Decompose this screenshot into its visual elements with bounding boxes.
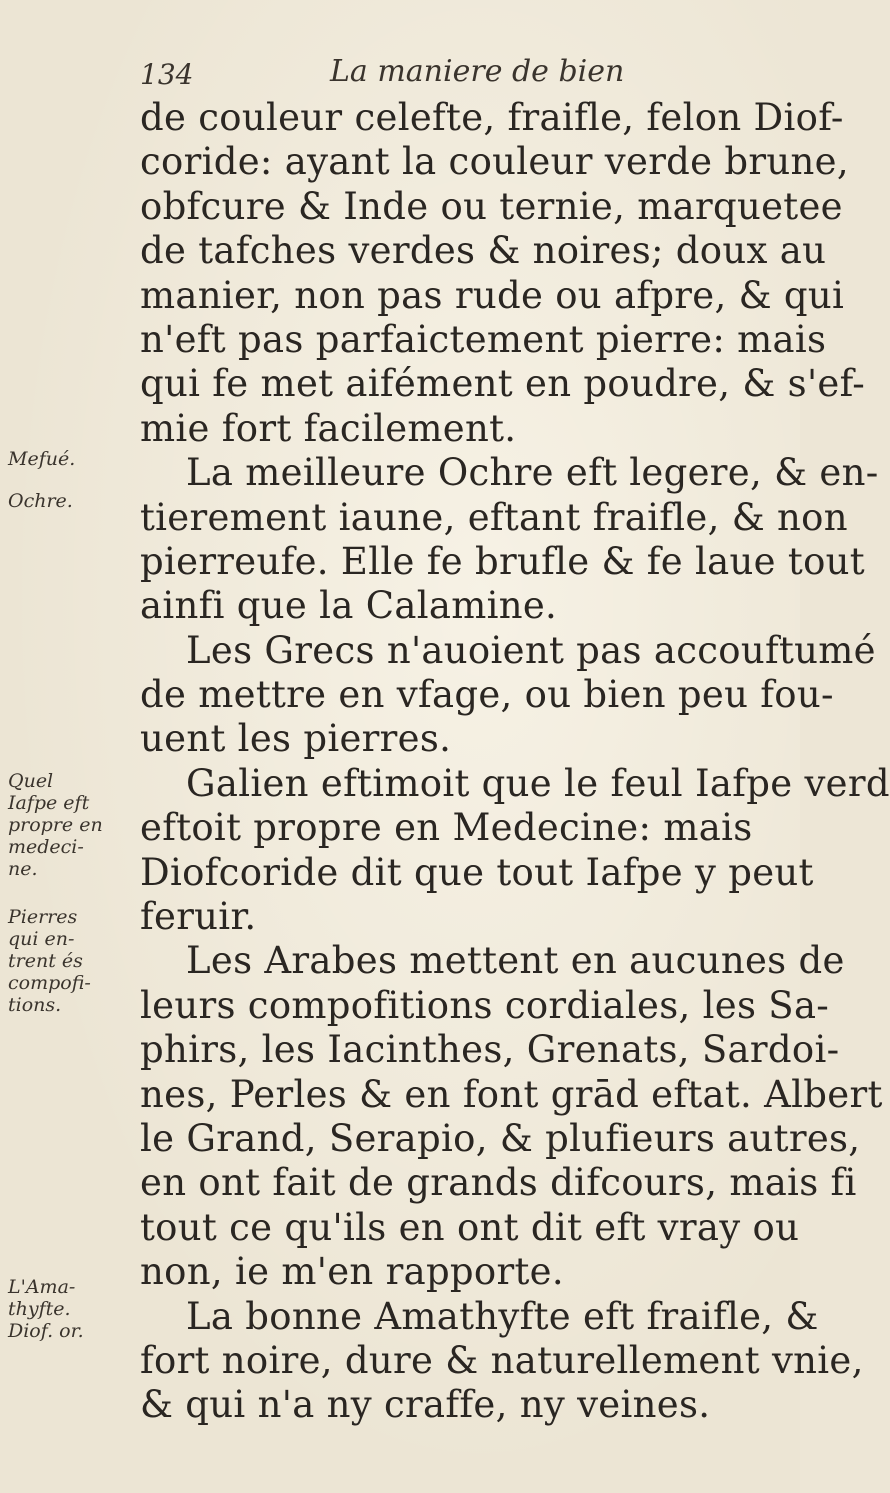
margin-note-stones <box>8 906 91 1016</box>
margin-line: propre en <box>8 814 103 836</box>
text-line: La meilleure Ochre eft legere, & en- <box>186 451 879 495</box>
body-text <box>140 96 890 1428</box>
margin-line: ne. <box>8 858 38 880</box>
text-line: phirs, les Iacinthes, Grenats, Sardoi- <box>140 1028 840 1072</box>
text-line: en ont fait de grands difcours, mais fi <box>140 1161 857 1205</box>
text-line: de mettre en vfage, ou bien peu fou- <box>140 673 834 717</box>
margin-line: qui en- <box>8 928 75 950</box>
margin-line: Pierres <box>8 906 78 928</box>
running-title: La maniere de bien <box>330 54 625 89</box>
text-line: ainfi que la Calamine. <box>140 584 558 628</box>
margin-line: tions. <box>8 994 62 1016</box>
text-line: coride: ayant la couleur verde brune, <box>140 140 849 184</box>
text-line: leurs compofitions cordiales, les Sa- <box>140 983 830 1027</box>
text-line: pierreufe. Elle fe brufle & fe laue tout <box>140 539 865 583</box>
page-header <box>140 52 700 94</box>
text-line: n'eft pas parfaictement pierre: mais <box>140 317 827 361</box>
text-line: tierement iaune, eftant fraifle, & non <box>140 495 848 539</box>
margin-line: medeci- <box>8 836 84 858</box>
text-line: Diofcoride dit que tout Iafpe y peut <box>140 850 814 894</box>
margin-line: Mefué. <box>8 448 76 470</box>
margin-note-amethyst <box>8 1276 84 1342</box>
margin-line: thyfte. <box>8 1298 71 1320</box>
text-line: La bonne Amathyfte eft fraifle, & <box>186 1294 819 1338</box>
margin-line: compofi- <box>8 972 91 994</box>
margin-note-ochre <box>8 448 75 512</box>
text-line: uent les pierres. <box>140 717 452 761</box>
text-line: de tafches verdes & noires; doux au <box>140 229 827 273</box>
text-line: Les Grecs n'auoient pas accouftumé <box>186 628 876 672</box>
text-line: Les Arabes mettent en aucunes de <box>186 939 845 983</box>
text-line: tout ce qu'ils en ont dit eft vray ou <box>140 1205 800 1249</box>
margin-line: Diof. or. <box>8 1320 84 1342</box>
margin-line: Iafpe eft <box>8 792 90 814</box>
text-line: mie fort facilement. <box>140 406 517 450</box>
text-line: Galien eftimoit que le feul Iafpe verd <box>186 761 890 805</box>
text-line: nes, Perles & en font grād eftat. Albert <box>140 1072 883 1116</box>
text-line: non, ie m'en rapporte. <box>140 1250 564 1294</box>
margin-note-jasper <box>8 770 103 880</box>
text-line: fort noire, dure & naturellement vnie, <box>140 1338 864 1382</box>
margin-line: Quel <box>8 770 54 792</box>
text-line: & qui n'a ny craffe, ny veines. <box>140 1383 711 1427</box>
page-number: 134 <box>140 58 194 91</box>
margin-line: L'Ama- <box>8 1276 76 1298</box>
text-line: manier, non pas rude ou afpre, & qui <box>140 273 845 317</box>
margin-line: Ochre. <box>8 490 73 512</box>
text-line: eftoit propre en Medecine: mais <box>140 806 753 850</box>
margin-line: trent és <box>8 950 83 972</box>
text-line: feruir. <box>140 895 257 939</box>
text-line: le Grand, Serapio, & plufieurs autres, <box>140 1116 861 1160</box>
text-line: obfcure & Inde ou ternie, marquetee <box>140 184 843 228</box>
text-line: de couleur celefte, fraifle, felon Diof- <box>140 96 844 139</box>
text-line: qui fe met aifément en poudre, & s'ef- <box>140 362 866 406</box>
